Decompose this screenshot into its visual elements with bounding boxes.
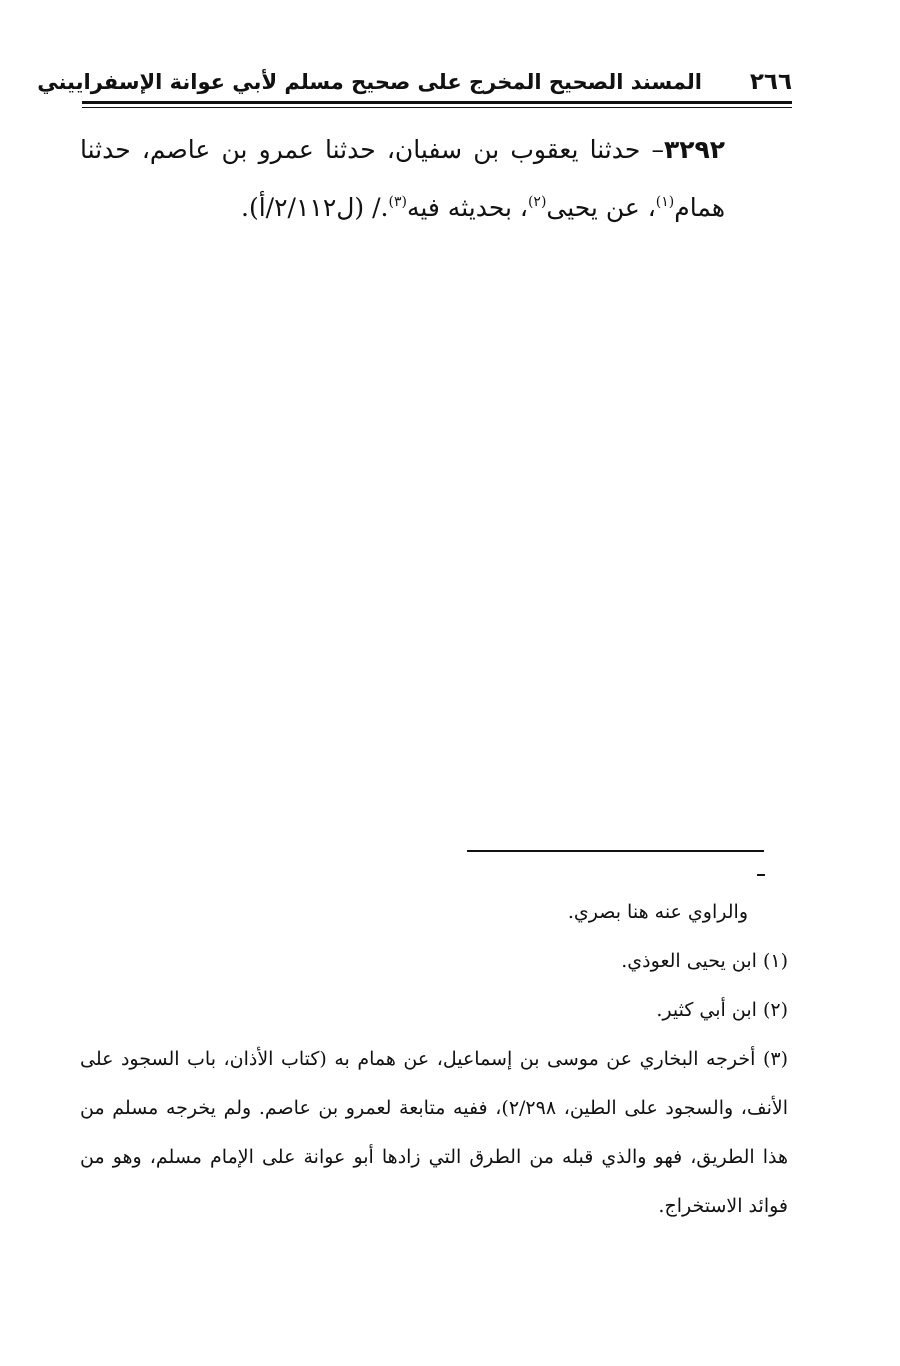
header-rule <box>82 101 792 104</box>
footnotes <box>80 888 788 1231</box>
hadith-segment: ، عن يحيى <box>546 193 656 222</box>
hadith-segment: ، بحديثه فيه <box>406 193 528 222</box>
header-rule-thin <box>82 107 792 108</box>
footnote-separator <box>467 850 764 852</box>
hadith-segment: – حدثنا يعقوب بن سفيان، حدثنا عمرو بن عاصم، حدثنا همام <box>80 135 725 222</box>
book-title: المسند الصحيح المخرج على صحيح مسلم لأبي عوانة الإسفراييني <box>37 70 702 94</box>
continuation-mark <box>757 874 765 876</box>
footnote-ref: (٣) <box>388 194 407 210</box>
footnote-1: (١) ابن يحيى العوذي. <box>621 950 788 972</box>
hadith-text <box>80 124 725 234</box>
footnote-3: (٣) أخرجه البخاري عن موسى بن إسماعيل، عن همام به (كتاب الأذان، باب السجود على الأنف، والسجود على الطين، ٢/٢٩٨)، ففيه متابعة لعمرو بن عاصم. ولم يخرجه مسلم من هذا الطريق، فهو والذي قبله من الطرق التي زادها أبو عوانة على الإمام مسلم، وهو من فوائد الاستخراج. <box>80 1048 788 1217</box>
page-number: ٢٦٦ <box>749 69 792 95</box>
footnote-ref: (١) <box>655 194 675 210</box>
footnote-ref: (٢) <box>527 194 547 210</box>
manuscript-ref: ./ (ل٢/١١٢/أ). <box>241 193 389 222</box>
hadith-number: ٣٢٩٢ <box>663 135 725 164</box>
running-header <box>37 66 792 102</box>
footnote-continuation: والراوي عنه هنا بصري. <box>567 901 748 923</box>
footnote-2: (٢) ابن أبي كثير. <box>656 999 788 1021</box>
